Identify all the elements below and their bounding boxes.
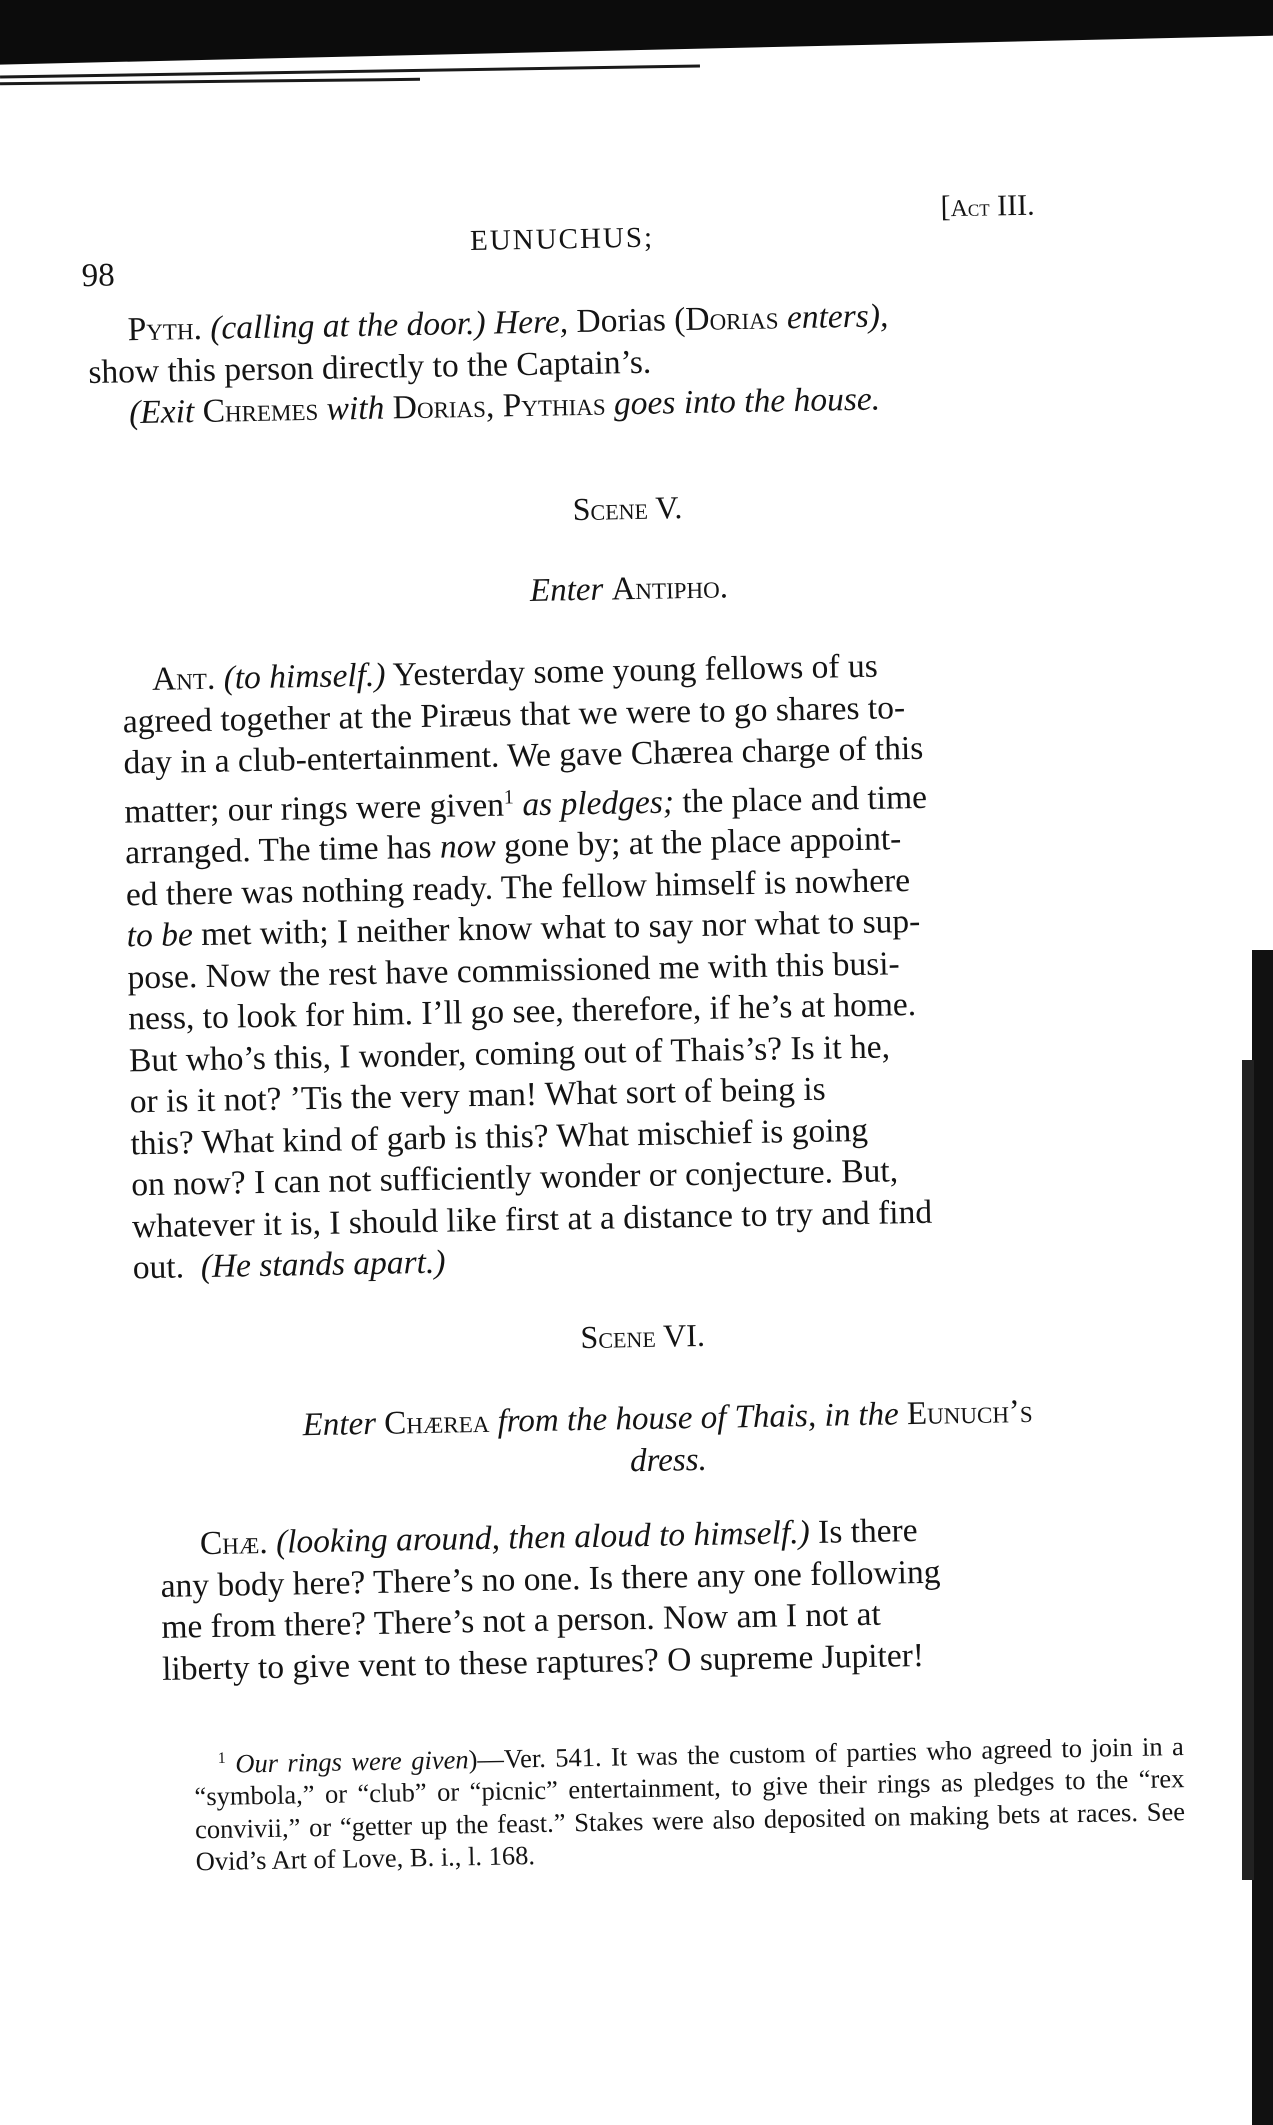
text-line: ness, to look for him. I’ll go see, therefore, if he’s at home. xyxy=(127,986,917,1038)
text-enter: Enter xyxy=(529,571,604,609)
text-line: me from there? There’s not a person. Now am I not at xyxy=(161,1595,882,1646)
running-title: EUNUCHUS; xyxy=(469,221,655,257)
stage-exit: (Exit xyxy=(128,393,195,432)
text-enter: Enter xyxy=(302,1405,377,1444)
act-number: III. xyxy=(996,188,1035,223)
text-italic: now xyxy=(439,827,497,866)
scene-word: Scene xyxy=(580,1317,657,1356)
footnote-marker: 1 xyxy=(217,1749,226,1767)
text-line: gone by; at the place appoint- xyxy=(503,820,902,865)
act-word: Act xyxy=(950,195,990,223)
opening-speech xyxy=(87,292,1079,435)
scene-heading xyxy=(0,478,1264,538)
text-line: show this person directly to the Captain’s. xyxy=(88,343,652,391)
text-line: met with; I neither know what to say nor what to sup- xyxy=(200,903,921,954)
text-line: out. xyxy=(132,1248,185,1287)
page-number: 98 xyxy=(81,257,115,295)
name-dorias: Dorias, xyxy=(392,387,495,427)
name-chremes: Chremes xyxy=(202,390,319,430)
footnote-text: agreed to join in a “symbola,” or “club” or “picnic” entertainment, xyxy=(194,1730,1185,1812)
stage-direction: (calling at the door.) xyxy=(209,304,486,347)
text-line: day in a club-entertainment. We gave Chærea charge of this xyxy=(123,729,924,782)
footnote xyxy=(194,1725,1186,1878)
text-line: the place and time xyxy=(682,778,928,820)
name-dorias: Dorias xyxy=(576,301,667,341)
text-dress: dress. xyxy=(629,1441,708,1480)
text-with: with xyxy=(326,389,385,428)
name-chaerea: Chærea xyxy=(383,1403,490,1442)
text-line: any body here? There’s no one. Is there any one following xyxy=(160,1553,941,1605)
text-line: on now? I can not sufficiently wonder or conjecture. But, xyxy=(130,1152,899,1204)
name-antipho: Antipho. xyxy=(611,569,729,608)
footnote-reference: Our rings were given xyxy=(235,1744,469,1779)
entrance-direction xyxy=(0,556,1266,621)
footnote-text: feast.” Stakes were also deposited on making bets at races. See xyxy=(496,1795,1186,1839)
scene-heading xyxy=(6,1306,1273,1366)
footnote-text: to give their rings as pledges to the “rex convivii,” or “getter up the xyxy=(194,1763,1185,1845)
speaker: Chæ. xyxy=(199,1523,268,1563)
entrance-direction xyxy=(172,1388,1163,1490)
open-paren: ( xyxy=(673,301,686,339)
text-line: pose. Now the rest have commissioned me with this busi- xyxy=(127,944,900,997)
text-enters: enters), xyxy=(786,297,889,337)
stage-direction: goes into the house. xyxy=(613,380,881,423)
text-line: Yesterday some young fellows of us xyxy=(392,647,879,694)
act-bracket: [ xyxy=(940,190,951,224)
chaerea-speech xyxy=(160,1506,1153,1690)
text-line: arranged. The time has xyxy=(124,828,432,872)
text-line: or is it not? ’Tis the very man! What sort of being is xyxy=(129,1070,826,1121)
stage-direction: from the house of Thais, in the xyxy=(497,1396,900,1440)
speaker: Ant. xyxy=(151,659,216,698)
speaker: Pyth. xyxy=(127,309,203,349)
act-label xyxy=(940,189,1035,225)
text-here: Here, xyxy=(493,303,569,342)
text-line: agreed together at the Piræus that we were to go shares to- xyxy=(122,688,906,740)
name-eunuch: Eunuch’s xyxy=(906,1393,1033,1433)
stage-direction: (He stands apart.) xyxy=(200,1243,446,1286)
scene-number: VI. xyxy=(662,1316,706,1354)
text-line: Is there xyxy=(817,1512,918,1551)
scene-number: V. xyxy=(654,489,683,526)
stage-direction: (to himself.) xyxy=(223,656,386,697)
text-line: matter; our rings were given xyxy=(124,786,505,831)
text-line: But who’s this, I wonder, coming out of Thais’s? Is it he, xyxy=(128,1028,891,1080)
stage-direction: (looking around, then aloud to himself.) xyxy=(275,1513,811,1561)
text-line: this? What kind of garb is this? What mischief is going xyxy=(130,1111,869,1163)
scene-word: Scene xyxy=(572,489,649,528)
text-italic: to be xyxy=(126,916,194,955)
footnote-text: Ovid’s Art of Love, B. i., l. 168. xyxy=(195,1840,536,1877)
footnote-ref: 1 xyxy=(503,785,515,808)
antipho-speech xyxy=(122,641,1123,1289)
footnote-text: )—Ver. 541. It was the custom of parties who xyxy=(468,1734,973,1775)
text-line: liberty to give vent to these raptures? O supreme Jupiter! xyxy=(161,1636,925,1688)
text-line: ed there was nothing ready. The fellow himself is nowhere xyxy=(125,861,911,914)
text-line: whatever it is, I should like first at a distance to try and find xyxy=(131,1193,933,1245)
name-dorias-caps: Dorias xyxy=(684,299,779,339)
text-italic: as pledges; xyxy=(522,783,675,823)
name-pythias: Pythias xyxy=(502,385,606,425)
